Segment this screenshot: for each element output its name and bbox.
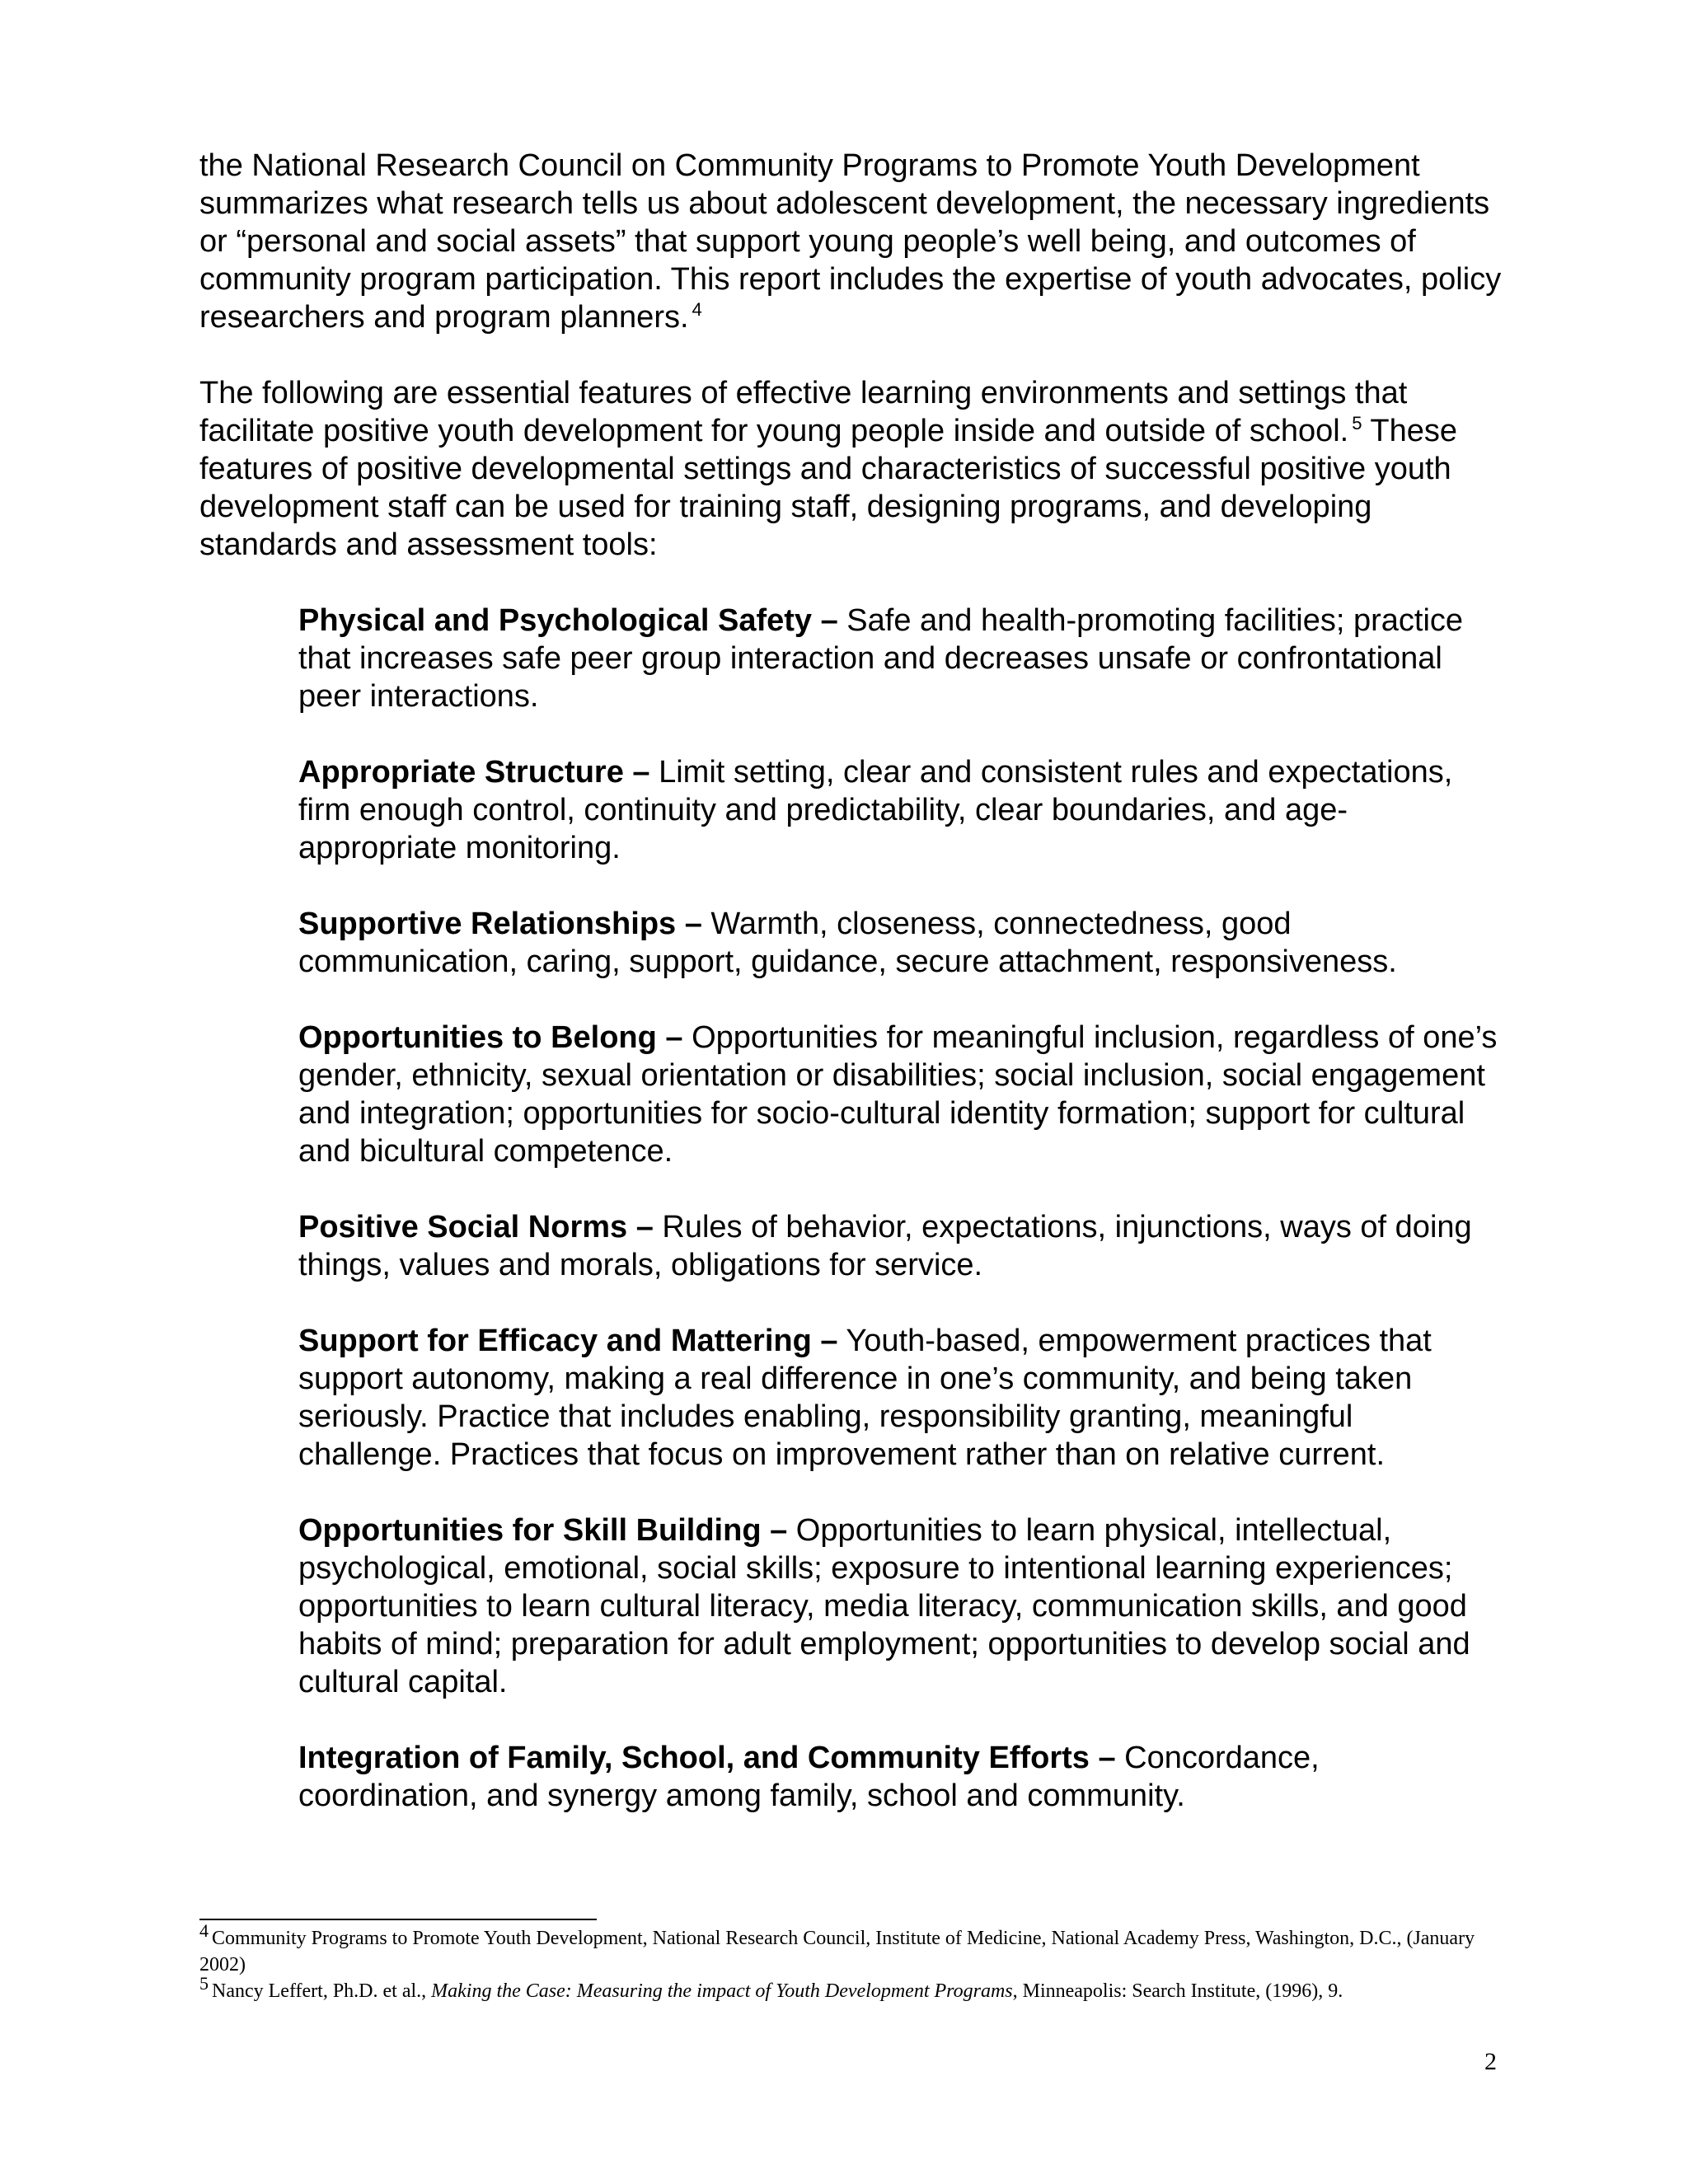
intro-paragraph-text: the National Research Council on Community Programs to Promote Youth Development summarizes what research tells us about adolescent development, the necessary ingredients or “personal and social assets” that support young people’s well being, and outcomes of community program participation. This report includes the expertise of youth advocates, policy researchers and program planners. xyxy=(199,148,1502,335)
feature-item-relationships xyxy=(298,905,1502,981)
feature-item-safety xyxy=(298,602,1502,715)
feature-text: Rules of behavior, expectations, injunctions, ways of doing things, values and morals, obligations for service. xyxy=(298,1210,1472,1282)
feature-text: Limit setting, clear and consistent rules and expectations, firm enough control, continuity and predictability, clear boundaries, and age-appropriate monitoring. xyxy=(298,755,1453,865)
features-intro-paragraph xyxy=(199,374,1502,564)
feature-item-belong xyxy=(298,1019,1502,1170)
features-intro-text-a: The following are essential features of effective learning environments and settings that facilitate positive youth development for young people inside and outside of school. xyxy=(199,376,1408,448)
footnotes xyxy=(199,1920,1518,2004)
footnote-4 xyxy=(199,1920,1518,1978)
feature-term: Positive Social Norms – xyxy=(298,1210,654,1244)
feature-item-structure xyxy=(298,753,1502,867)
feature-term: Integration of Family, School, and Community Efforts – xyxy=(298,1741,1116,1775)
footnote-number: 4 xyxy=(199,1920,209,1941)
feature-text: Safe and health-promoting facilities; practice that increases safe peer group interaction and decreases unsafe or confrontational peer interactions. xyxy=(298,603,1464,714)
feature-term: Appropriate Structure – xyxy=(298,755,650,790)
footnote-ref-5: 5 xyxy=(1352,413,1362,434)
footnote-text: Community Programs to Promote Youth Development, National Research Council, Institute of Medicine, National Academy Press, Washington, D.C., (January 2002) xyxy=(199,1928,1475,1975)
footnote-divider xyxy=(199,1919,597,1920)
feature-term: Supportive Relationships – xyxy=(298,907,702,941)
footnote-text: Nancy Leffert, Ph.D. et al. xyxy=(212,1980,422,2002)
feature-term: Physical and Psychological Safety – xyxy=(298,603,838,638)
footnote-ref-4: 4 xyxy=(692,299,702,321)
page-number: 2 xyxy=(1484,2048,1497,2075)
features-list xyxy=(298,602,1502,1853)
feature-item-efficacy xyxy=(298,1322,1502,1474)
feature-text: Opportunities to learn physical, intellectual, psychological, emotional, social skills; exposure to intentional learning experiences; opportunities to learn cultural literacy, media literacy, communication skills, and good habits of mind; preparation for adult employment; opportunities to develop social and cultural capital. xyxy=(298,1513,1470,1699)
feature-text: Youth-based, empowerment practices that support autonomy, making a real difference in one’s community, and being taken seriously. Practice that includes enabling, responsibility granting, meaningful challenge. Practices that focus on improvement rather than on relative current. xyxy=(298,1324,1432,1472)
footnote-text-after: , Minneapolis: Search Institute, (1996), 9. xyxy=(1012,1980,1343,2002)
footnote-5 xyxy=(199,1973,1518,2004)
features-intro-text-b: These features of positive developmental settings and characteristics of successful positive youth development staff can be used for training staff, designing programs, and developing standards and assessment tools: xyxy=(199,414,1457,562)
feature-term: Opportunities to Belong – xyxy=(298,1020,683,1055)
feature-item-social-norms xyxy=(298,1208,1502,1284)
feature-term: Support for Efficacy and Mattering – xyxy=(298,1324,838,1358)
intro-paragraph xyxy=(199,147,1502,336)
feature-text: Warmth, closeness, connectedness, good communication, caring, support, guidance, secure attachment, responsiveness. xyxy=(298,907,1397,979)
footnote-number: 5 xyxy=(199,1973,209,1994)
feature-text: Concordance, coordination, and synergy among family, school and community. xyxy=(298,1741,1320,1813)
feature-item-integration xyxy=(298,1739,1502,1815)
feature-text: Opportunities for meaningful inclusion, regardless of one’s gender, ethnicity, sexual orientation or disabilities; social inclusion, social engagement and integration; opportunities for socio-cultural identity formation; support for cultural and bicultural competence. xyxy=(298,1020,1498,1169)
feature-item-skill-building xyxy=(298,1511,1502,1701)
footnote-separator: , xyxy=(421,1980,432,2002)
footnote-title: Making the Case: Measuring the impact of Youth Development Programs xyxy=(431,1980,1013,2002)
feature-term: Opportunities for Skill Building – xyxy=(298,1513,788,1548)
